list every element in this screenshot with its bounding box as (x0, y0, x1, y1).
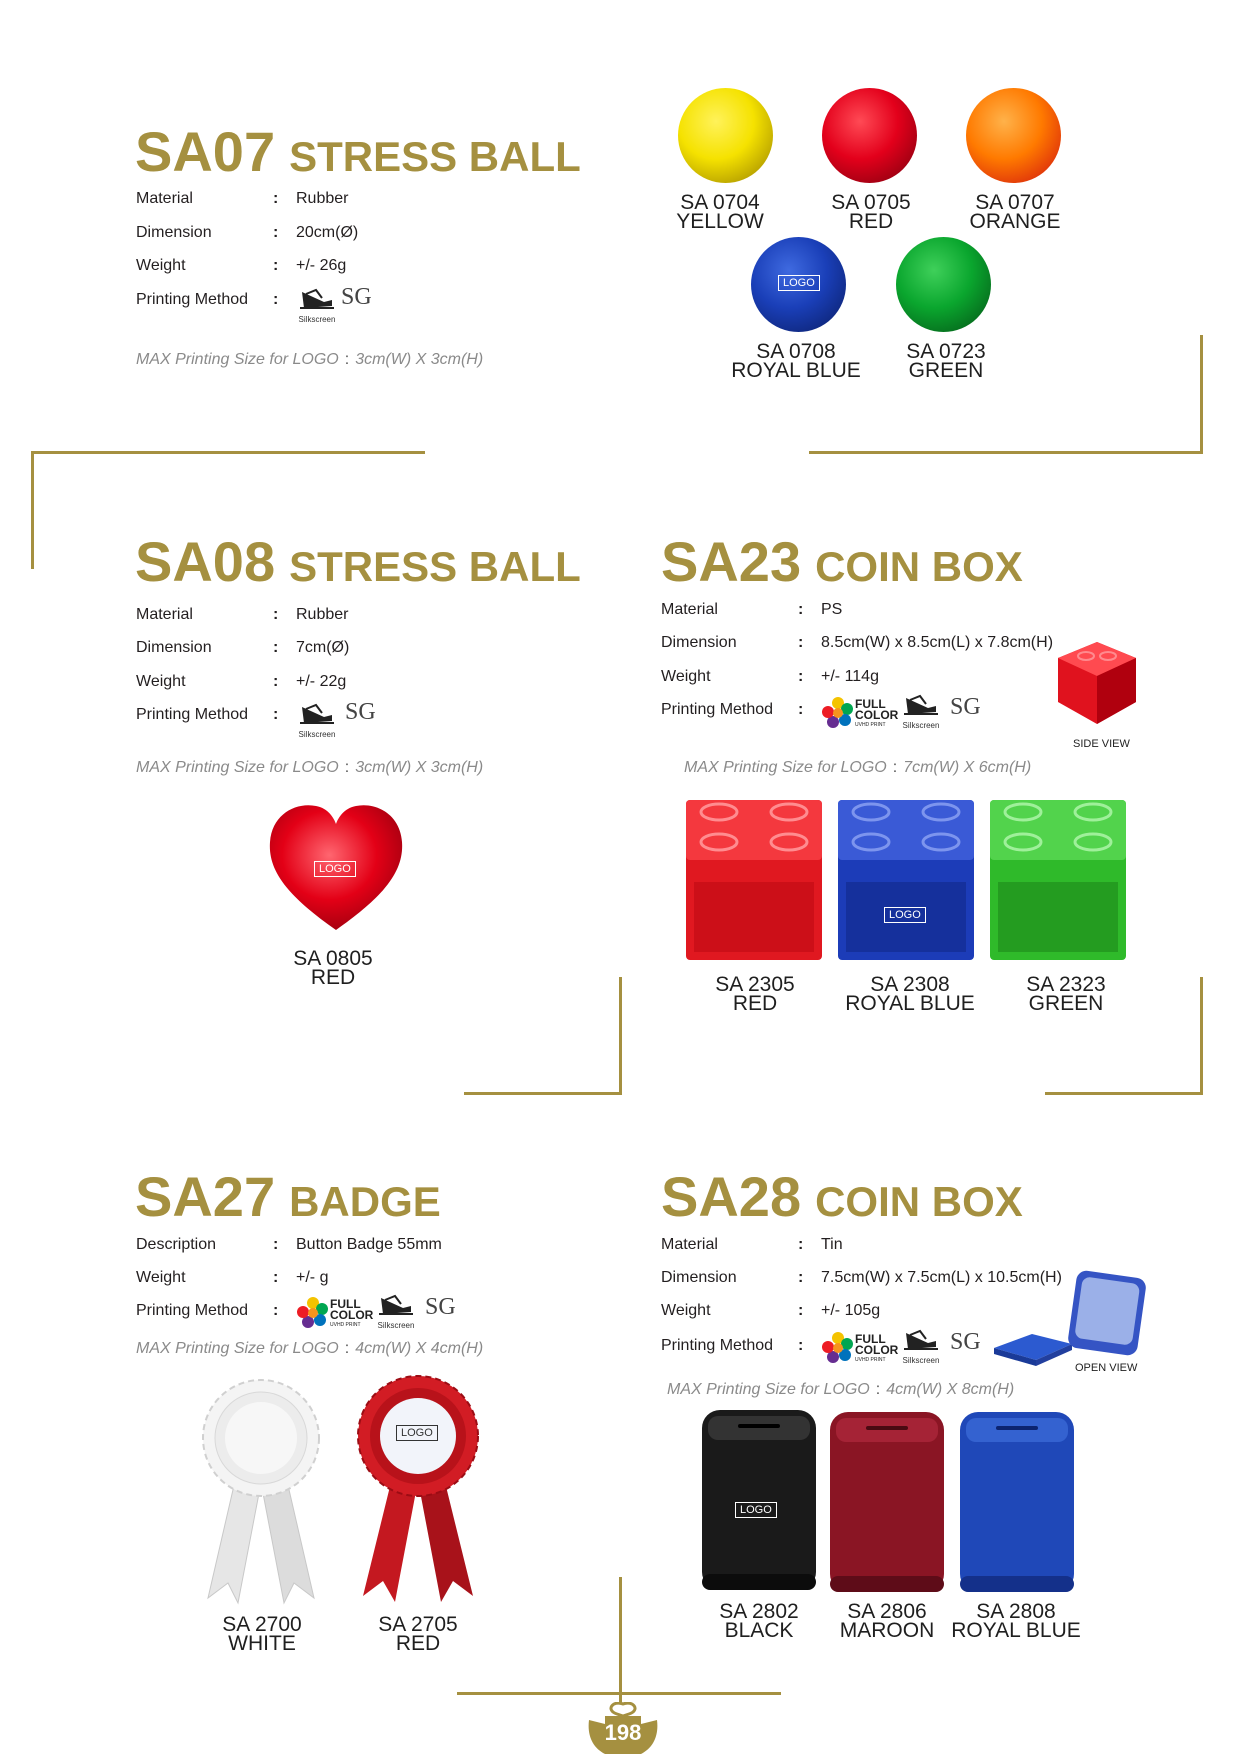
product-code: SA28 (661, 1165, 802, 1228)
max-print-size (136, 1340, 483, 1358)
variant-code: SA 2806 (847, 1600, 927, 1623)
variant-code: SA 2308 (870, 973, 950, 996)
coin-box-side-view (1056, 640, 1138, 728)
spec-value: PS (821, 601, 843, 618)
logo-placeholder: LOGO (314, 861, 356, 877)
silkscreen-label: Silkscreen (298, 315, 336, 324)
full-color-sublabel: UVHD PRINT (855, 722, 886, 728)
variant-caption (951, 1602, 1081, 1640)
full-color-label: FULL COLOR (330, 1297, 374, 1322)
product-title-sa27 (135, 1165, 441, 1228)
spec-value: 7cm(Ø) (296, 639, 350, 656)
spec-label: Printing Method (136, 291, 249, 308)
product-title-sa07 (135, 120, 581, 183)
full-color-sublabel: UVHD PRINT (330, 1322, 361, 1328)
divider-line (619, 977, 622, 1095)
variant-caption (715, 975, 794, 1013)
max-print-label: MAX Printing Size for LOGO (136, 759, 339, 776)
variant-color: RED (732, 992, 778, 1015)
sg-icon: SG (950, 694, 981, 720)
variant-code: SA 0805 (293, 947, 373, 970)
sg-icon: SG (345, 699, 376, 725)
spec-value: Tin (821, 1236, 843, 1253)
tin-box-royal-blue (958, 1410, 1076, 1594)
spec-colon: : (273, 673, 279, 690)
max-print-value: 4cm(W) X 8cm(H) (886, 1381, 1015, 1398)
variant-caption (222, 1615, 301, 1653)
variant-color: ROYAL BLUE (951, 1619, 1081, 1642)
max-print-colon: : (344, 351, 350, 368)
spec-colon: : (273, 190, 279, 207)
variant-caption (969, 193, 1060, 231)
product-code: SA27 (135, 1165, 276, 1228)
full-color-icon (821, 1330, 899, 1366)
variant-color: BLACK (724, 1619, 794, 1642)
spec-colon: : (798, 634, 804, 651)
variant-caption (719, 1602, 798, 1640)
variant-color: ORANGE (969, 210, 1061, 233)
spec-label: Weight (661, 668, 711, 685)
spec-colon: : (798, 1269, 804, 1286)
spec-colon: : (798, 601, 804, 618)
variant-code: SA 0708 (756, 340, 836, 363)
variant-code: SA 2305 (715, 973, 795, 996)
tin-box-maroon (828, 1410, 946, 1594)
product-name: STRESS BALL (289, 543, 581, 590)
variant-caption (378, 1615, 457, 1653)
coin-box-red (684, 792, 824, 962)
side-view-label: SIDE VIEW (1073, 738, 1130, 750)
variant-color: GREEN (1028, 992, 1104, 1015)
spec-value: +/- g (296, 1269, 329, 1286)
spec-colon: : (273, 224, 279, 241)
spec-colon: : (273, 1269, 279, 1286)
variant-code: SA 2700 (222, 1613, 302, 1636)
variant-color: RED (310, 966, 356, 989)
spec-label: Weight (661, 1302, 711, 1319)
variant-code: SA 2705 (378, 1613, 458, 1636)
sg-icon: SG (425, 1294, 456, 1320)
max-print-colon: : (344, 1340, 350, 1357)
spec-colon: : (273, 706, 279, 723)
logo-placeholder: LOGO (735, 1502, 777, 1518)
spec-colon: : (798, 668, 804, 685)
spec-label: Printing Method (661, 701, 774, 718)
rosette-badge-red (353, 1374, 483, 1608)
spec-label: Dimension (136, 639, 212, 656)
spec-label: Printing Method (136, 1302, 249, 1319)
logo-placeholder: LOGO (778, 275, 820, 291)
max-print-value: 4cm(W) X 4cm(H) (355, 1340, 484, 1357)
max-print-label: MAX Printing Size for LOGO (136, 1340, 339, 1357)
spec-value: Rubber (296, 190, 349, 207)
product-code: SA07 (135, 120, 276, 183)
page-number: 198 (604, 1720, 642, 1745)
spec-label: Material (661, 1236, 718, 1253)
silkscreen-label: Silkscreen (902, 721, 940, 730)
spec-colon: : (798, 1302, 804, 1319)
silkscreen-icon (375, 1294, 417, 1330)
spec-value: Rubber (296, 606, 349, 623)
max-print-label: MAX Printing Size for LOGO (136, 351, 339, 368)
ball-yellow (678, 88, 773, 183)
spec-label: Printing Method (136, 706, 249, 723)
ball-red (822, 88, 917, 183)
product-title-sa23 (661, 530, 1023, 593)
spec-label: Weight (136, 1269, 186, 1286)
divider-line (31, 451, 425, 454)
variant-caption (293, 949, 372, 987)
variant-caption (676, 193, 764, 231)
spec-colon: : (798, 1337, 804, 1354)
variant-caption (831, 193, 910, 231)
max-print-value: 3cm(W) X 3cm(H) (355, 759, 484, 776)
divider-line (1200, 977, 1203, 1095)
spec-label: Dimension (136, 224, 212, 241)
spec-colon: : (798, 1236, 804, 1253)
ball-orange (966, 88, 1061, 183)
spec-colon: : (273, 1236, 279, 1253)
variant-code: SA 0704 (680, 191, 760, 214)
variant-caption (845, 975, 975, 1013)
tin-box-black (700, 1408, 818, 1592)
product-code: SA23 (661, 530, 802, 593)
silkscreen-icon (900, 694, 942, 730)
logo-placeholder: LOGO (884, 907, 926, 923)
max-print-colon: : (892, 759, 898, 776)
spec-label: Material (136, 190, 193, 207)
max-print-size (136, 351, 483, 369)
spec-value: Button Badge 55mm (296, 1236, 442, 1253)
variant-color: GREEN (908, 359, 984, 382)
max-print-size (136, 759, 483, 777)
divider-line (1045, 1092, 1203, 1095)
ball-green (896, 237, 991, 332)
variant-code: SA 0705 (831, 191, 911, 214)
spec-colon: : (798, 701, 804, 718)
variant-code: SA 2323 (1026, 973, 1106, 996)
spec-colon: : (273, 606, 279, 623)
spec-colon: : (273, 257, 279, 274)
spec-label: Description (136, 1236, 217, 1253)
divider-line (457, 1692, 781, 1695)
max-print-colon: : (344, 759, 350, 776)
variant-code: SA 2808 (976, 1600, 1056, 1623)
variant-color: ROYAL BLUE (731, 359, 861, 382)
divider-line (31, 451, 34, 569)
variant-color: MAROON (839, 1619, 935, 1642)
variant-color: YELLOW (676, 210, 764, 233)
spec-colon: : (273, 639, 279, 656)
silkscreen-icon (900, 1329, 942, 1365)
spec-label: Printing Method (661, 1337, 774, 1354)
spec-label: Dimension (661, 634, 737, 651)
product-title-sa28 (661, 1165, 1023, 1228)
sg-icon: SG (950, 1329, 981, 1355)
divider-line (464, 1092, 622, 1095)
silkscreen-label: Silkscreen (377, 1321, 415, 1330)
max-print-size (684, 759, 1031, 777)
product-name: STRESS BALL (289, 133, 581, 180)
spec-value: +/- 114g (821, 668, 879, 685)
max-print-value: 3cm(W) X 3cm(H) (355, 351, 484, 368)
variant-color: RED (395, 1632, 441, 1655)
spec-value: +/- 26g (296, 257, 347, 274)
variant-caption (906, 342, 985, 380)
spec-label: Material (136, 606, 193, 623)
variant-code: SA 0723 (906, 340, 986, 363)
variant-color: WHITE (228, 1632, 296, 1655)
spec-value: 20cm(Ø) (296, 224, 359, 241)
spec-value: 8.5cm(W) x 8.5cm(L) x 7.8cm(H) (821, 634, 1054, 651)
max-print-colon: : (875, 1381, 881, 1398)
coin-box-green (988, 792, 1128, 962)
product-name: COIN BOX (815, 1178, 1023, 1225)
silkscreen-label: Silkscreen (902, 1356, 940, 1365)
full-color-sublabel: UVHD PRINT (855, 1357, 886, 1363)
rosette-badge-white (198, 1378, 324, 1608)
tin-box-open-view (992, 1270, 1148, 1374)
divider-line (1200, 335, 1203, 454)
spec-colon: : (273, 291, 279, 308)
silkscreen-icon (296, 703, 338, 739)
divider-line (809, 451, 1203, 454)
full-color-icon (821, 695, 899, 731)
spec-value: 7.5cm(W) x 7.5cm(L) x 10.5cm(H) (821, 1269, 1062, 1286)
full-color-label: FULL COLOR (855, 1332, 899, 1357)
sg-icon: SG (341, 284, 372, 310)
product-title-sa08 (135, 530, 581, 593)
spec-value: +/- 105g (821, 1302, 881, 1319)
variant-caption (840, 1602, 935, 1640)
open-view-label: OPEN VIEW (1075, 1362, 1138, 1374)
spec-label: Dimension (661, 1269, 737, 1286)
spec-value: +/- 22g (296, 673, 347, 690)
coin-box-royal-blue (836, 792, 976, 962)
product-code: SA08 (135, 530, 276, 593)
variant-caption (1026, 975, 1105, 1013)
logo-placeholder: LOGO (396, 1425, 438, 1441)
full-color-label: FULL COLOR (855, 697, 899, 722)
silkscreen-icon (296, 288, 338, 324)
product-name: COIN BOX (815, 543, 1023, 590)
max-print-value: 7cm(W) X 6cm(H) (903, 759, 1032, 776)
max-print-size (667, 1381, 1014, 1399)
variant-color: ROYAL BLUE (845, 992, 975, 1015)
spec-colon: : (273, 1302, 279, 1319)
silkscreen-label: Silkscreen (298, 730, 336, 739)
full-color-icon (296, 1295, 374, 1331)
spec-label: Weight (136, 257, 186, 274)
spec-label: Material (661, 601, 718, 618)
variant-color: RED (848, 210, 894, 233)
variant-code: SA 2802 (719, 1600, 799, 1623)
variant-code: SA 0707 (975, 191, 1055, 214)
page-number-badge (583, 1702, 663, 1754)
variant-caption (731, 342, 861, 380)
max-print-label: MAX Printing Size for LOGO (684, 759, 887, 776)
product-name: BADGE (289, 1178, 441, 1225)
max-print-label: MAX Printing Size for LOGO (667, 1381, 870, 1398)
divider-line (619, 1577, 622, 1702)
spec-label: Weight (136, 673, 186, 690)
